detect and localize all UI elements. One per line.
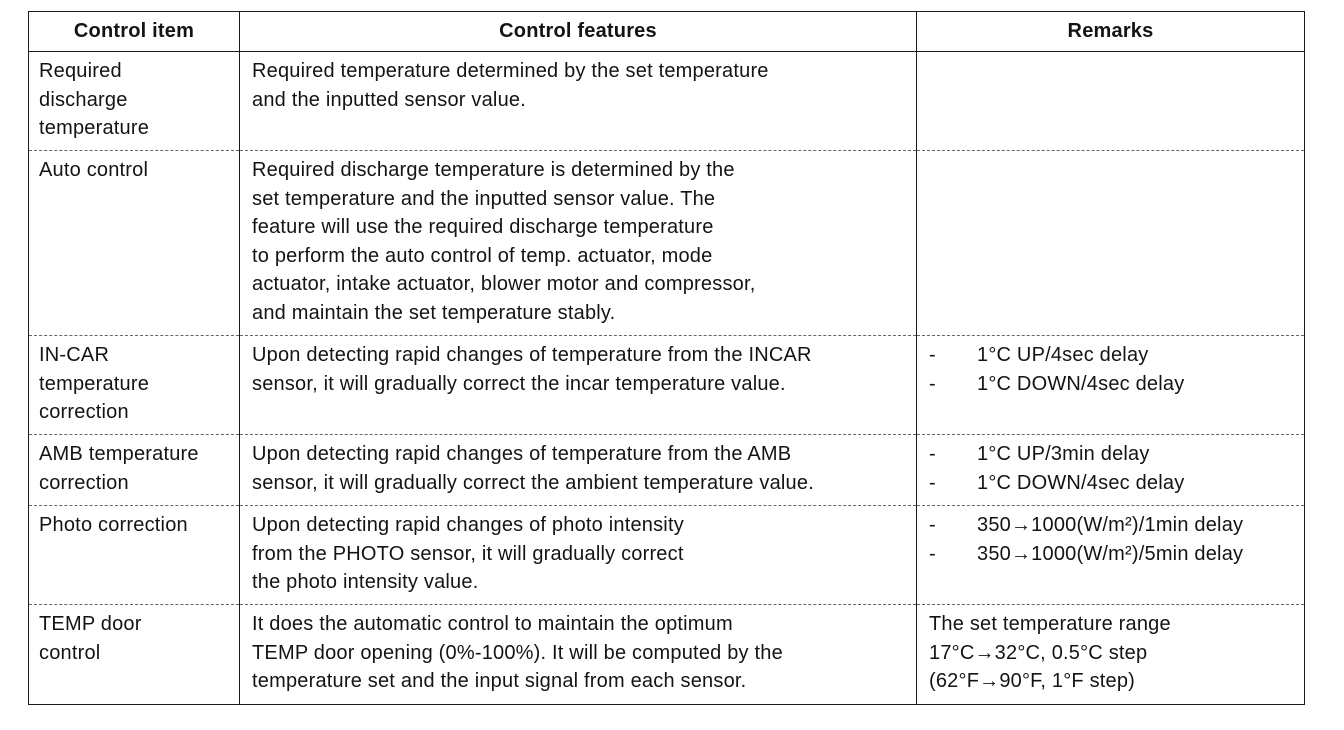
table-header-row (29, 12, 1305, 52)
cell-control-features (240, 151, 917, 336)
remark-item (929, 540, 1298, 569)
remark-item (929, 469, 1298, 498)
item-line: Auto control (39, 159, 149, 181)
cell-control-features (240, 435, 917, 506)
feature-line: TEMP door opening (0%-100%). It will be computed by the (252, 641, 783, 664)
cell-control-features (240, 506, 917, 605)
remark-bullet: - (929, 443, 936, 465)
feature-line: to perform the auto control of temp. actuator, mode (252, 244, 713, 267)
feature-line: sensor, it will gradually correct the incar temperature value. (252, 372, 786, 395)
item-line: correction (39, 401, 129, 424)
remark-text: 1°C UP/4sec delay (977, 344, 1149, 366)
cell-control-item (29, 605, 240, 705)
table-row (29, 435, 1305, 506)
remark-bullet: - (929, 344, 936, 366)
remark-text: 1°C DOWN/4sec delay (977, 372, 1185, 395)
remark-item (929, 370, 1298, 399)
table-row (29, 52, 1305, 151)
remark-line: 17°C→32°C, 0.5°C step (929, 641, 1148, 664)
remark-bullet: - (929, 542, 936, 565)
feature-line: the photo intensity value. (252, 571, 479, 594)
remark-bullet: - (929, 372, 936, 395)
cell-control-features (240, 336, 917, 435)
header-control-item: Control item (29, 12, 240, 52)
feature-line: Upon detecting rapid changes of temperature from the INCAR (252, 344, 812, 366)
cell-control-item (29, 336, 240, 435)
feature-line: and maintain the set temperature stably. (252, 301, 616, 324)
remark-text: 1°C DOWN/4sec delay (977, 471, 1185, 494)
item-line: temperature (39, 117, 150, 140)
remark-bullet: - (929, 471, 936, 494)
item-line: IN-CAR (39, 344, 110, 366)
feature-line: feature will use the required discharge temperature (252, 216, 714, 239)
item-line: Photo correction (39, 514, 188, 536)
table-row (29, 151, 1305, 336)
feature-line: temperature set and the input signal from each sensor. (252, 670, 747, 693)
cell-control-item (29, 52, 240, 151)
cell-control-features (240, 605, 917, 705)
cell-control-features (240, 52, 917, 151)
item-line: Required (39, 60, 122, 82)
feature-line: set temperature and the inputted sensor value. The (252, 187, 716, 210)
remark-text: 350→1000(W/m²)/1min delay (977, 514, 1244, 536)
cell-remarks (917, 336, 1305, 435)
cell-control-item (29, 151, 240, 336)
table-row (29, 605, 1305, 705)
remark-item (929, 341, 1298, 370)
item-line: temperature (39, 372, 150, 395)
header-remarks: Remarks (917, 12, 1305, 52)
feature-line: and the inputted sensor value. (252, 88, 526, 111)
item-line: correction (39, 471, 129, 494)
remark-line: The set temperature range (929, 613, 1171, 635)
control-spec-table (28, 11, 1305, 705)
feature-line: Upon detecting rapid changes of photo intensity (252, 514, 684, 536)
feature-line: It does the automatic control to maintain the optimum (252, 613, 733, 635)
cell-remarks (917, 52, 1305, 151)
remark-item (929, 511, 1298, 540)
cell-remarks (917, 435, 1305, 506)
item-line: discharge (39, 88, 128, 111)
feature-line: Required discharge temperature is determined by the (252, 159, 735, 181)
feature-line: from the PHOTO sensor, it will gradually correct (252, 542, 684, 565)
table-row (29, 336, 1305, 435)
feature-line: sensor, it will gradually correct the ambient temperature value. (252, 471, 814, 494)
remark-text: 350→1000(W/m²)/5min delay (977, 542, 1244, 565)
cell-remarks (917, 151, 1305, 336)
cell-remarks (917, 506, 1305, 605)
cell-control-item (29, 435, 240, 506)
feature-line: Required temperature determined by the set temperature (252, 60, 769, 82)
header-control-features: Control features (240, 12, 917, 52)
remark-line: (62°F→90°F, 1°F step) (929, 670, 1136, 693)
item-line: control (39, 641, 101, 664)
table-row (29, 506, 1305, 605)
remark-item (929, 440, 1298, 469)
item-line: TEMP door (39, 613, 142, 635)
document-page (28, 11, 1304, 705)
item-line: AMB temperature (39, 443, 199, 465)
remark-text: 1°C UP/3min delay (977, 443, 1150, 465)
cell-control-item (29, 506, 240, 605)
feature-line: Upon detecting rapid changes of temperature from the AMB (252, 443, 792, 465)
remark-bullet: - (929, 514, 936, 536)
cell-remarks (917, 605, 1305, 705)
feature-line: actuator, intake actuator, blower motor and compressor, (252, 273, 756, 296)
